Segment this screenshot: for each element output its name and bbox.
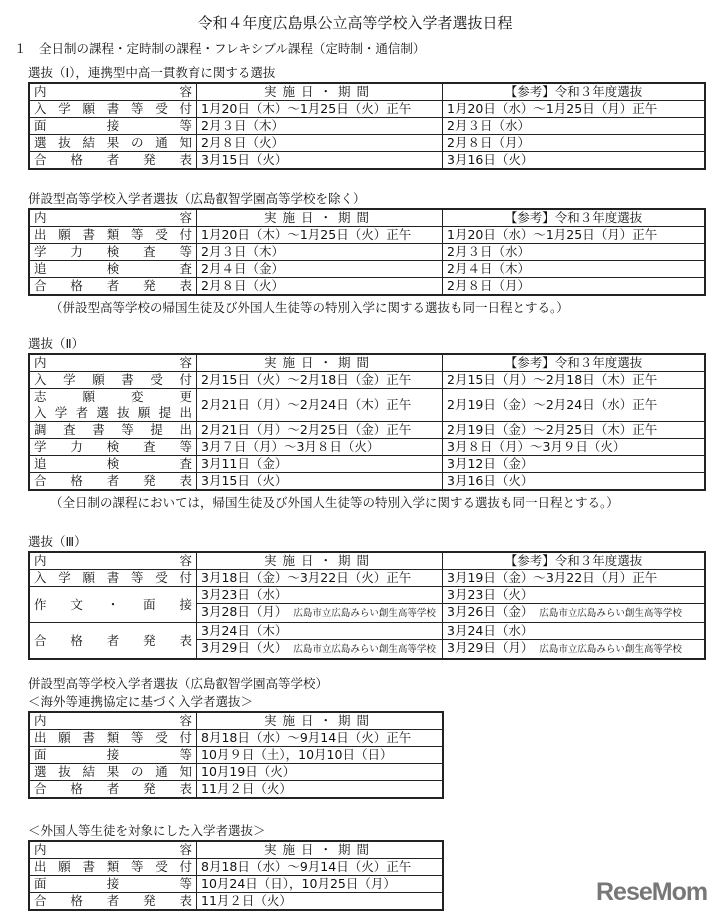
row-label xyxy=(29,101,197,118)
table-row xyxy=(29,261,705,278)
date-text: 2月３日（木） xyxy=(201,244,284,259)
current-date-cell xyxy=(197,278,443,296)
date-text: 3月15日（火） xyxy=(201,473,288,488)
date-text: 11月２日（火） xyxy=(201,781,292,796)
row-label xyxy=(29,781,197,799)
row-label-line: 合格者発表 xyxy=(34,632,192,648)
table-header-row xyxy=(29,354,705,372)
table-row xyxy=(29,278,705,296)
previous-year-date-cell xyxy=(443,135,706,152)
previous-year-date-cell xyxy=(443,456,706,473)
row-label-line: 選抜結果の通知 xyxy=(34,764,192,779)
row-label xyxy=(29,456,197,473)
schedule-section-4 xyxy=(28,533,706,660)
date-text: 2月21日（月）～2月24日（木）正午 xyxy=(201,397,412,412)
row-label xyxy=(29,261,197,278)
previous-year-date-cell xyxy=(443,118,706,135)
date-text: 3月24日（木） xyxy=(201,623,288,638)
date-text: 3月24日（水） xyxy=(447,623,534,638)
schedule-table xyxy=(28,840,444,911)
previous-year-date-cell xyxy=(443,372,706,389)
table-row xyxy=(29,227,705,244)
column-header: 実施日・期間 xyxy=(197,354,443,372)
current-date-cell xyxy=(197,473,443,491)
current-date-cell xyxy=(197,859,444,876)
row-label xyxy=(29,764,197,781)
schedule-section-2 xyxy=(28,190,706,316)
column-header: 【参考】令和３年度選抜 xyxy=(443,83,706,101)
date-text: 1月20日（木）～1月25日（火）正午 xyxy=(201,101,412,116)
date-text: 3月26日（金） xyxy=(447,604,534,619)
table-header-row xyxy=(29,83,705,101)
table-row xyxy=(29,422,705,439)
column-header: 内 容 xyxy=(29,552,197,570)
current-date-cell xyxy=(197,227,443,244)
previous-year-date-cell xyxy=(443,604,706,623)
date-text: 10月９日（土），10月10日（日） xyxy=(201,747,393,762)
row-label xyxy=(29,587,197,623)
schedule-table xyxy=(28,208,706,296)
table-row xyxy=(29,439,705,456)
previous-year-date-cell xyxy=(443,152,706,170)
column-header: 実施日・期間 xyxy=(197,841,444,859)
column-header: 内 容 xyxy=(29,712,197,730)
date-text: 3月18日（金）～3月22日（火）正午 xyxy=(201,570,412,585)
column-header: 【参考】令和３年度選抜 xyxy=(443,354,706,372)
table-row xyxy=(29,764,443,781)
date-text: 2月15日（火）～2月18日（金）正午 xyxy=(201,372,412,387)
table-row xyxy=(29,859,443,876)
row-label xyxy=(29,730,197,747)
current-date-cell xyxy=(197,101,443,118)
row-label-line: 合格者発表 xyxy=(34,278,192,293)
table-row xyxy=(29,101,705,118)
table-caption: 選抜（Ⅱ） xyxy=(28,336,85,351)
table-row xyxy=(29,876,443,893)
table-subcaption: ＜外国人等生徒を対象にした入学者選抜＞ xyxy=(28,823,266,838)
schedule-table xyxy=(28,711,444,799)
date-text: 2月３日（水） xyxy=(447,244,530,259)
current-date-cell xyxy=(197,640,443,660)
date-text: 8月18日（水）～9月14日（火）正午 xyxy=(201,859,412,874)
column-header: 実施日・期間 xyxy=(197,209,443,227)
row-label xyxy=(29,473,197,491)
current-date-cell xyxy=(197,135,443,152)
page-title: 令和４年度広島県公立高等学校入学者選抜日程 xyxy=(197,14,513,32)
date-text: 11月２日（火） xyxy=(201,893,292,908)
table-header-row xyxy=(29,209,705,227)
row-label-line: 合格者発表 xyxy=(34,781,192,796)
previous-year-date-cell xyxy=(443,227,706,244)
date-text: 3月16日（火） xyxy=(447,473,534,488)
date-text: 10月24日（日），10月25日（月） xyxy=(201,876,396,891)
date-text: 1月20日（水）～1月25日（月）正午 xyxy=(447,227,658,242)
row-label-line: 面接等 xyxy=(34,118,192,133)
table-row xyxy=(29,389,705,422)
previous-year-date-cell xyxy=(443,389,706,422)
current-date-cell xyxy=(197,781,444,799)
row-label-line: 入学願書受付 xyxy=(34,372,192,387)
row-label xyxy=(29,439,197,456)
section-heading: １ 全日制の課程・定時制の課程・フレキシブル課程（定時制・通信制） xyxy=(14,41,426,56)
date-text: 1月20日（水）～1月25日（月）正午 xyxy=(447,101,658,116)
row-label xyxy=(29,893,197,911)
table-header-row xyxy=(29,552,705,570)
table-row xyxy=(29,570,705,587)
row-label-line: 作文・面接 xyxy=(34,596,192,612)
table-caption: 併設型高等学校入学者選抜（広島叡智学園高等学校） xyxy=(28,676,329,691)
column-header: 実施日・期間 xyxy=(197,83,443,101)
school-name: 広島市立広島みらい創生高等学校 xyxy=(539,644,682,655)
table-row xyxy=(29,244,705,261)
previous-year-date-cell xyxy=(443,640,706,660)
date-text: 2月４日（木） xyxy=(447,261,530,276)
row-label xyxy=(29,278,197,296)
table-row xyxy=(29,456,705,473)
row-label xyxy=(29,623,197,660)
date-text: 3月23日（水） xyxy=(201,587,288,602)
previous-year-date-cell xyxy=(443,623,706,640)
current-date-cell xyxy=(197,587,443,604)
date-text: 2月15日（月）～2月18日（木）正午 xyxy=(447,372,658,387)
row-label-line: 調査書等提出 xyxy=(34,422,192,437)
column-header: 内 容 xyxy=(29,209,197,227)
table-row xyxy=(29,587,705,604)
current-date-cell xyxy=(197,623,443,640)
row-label xyxy=(29,389,197,422)
current-date-cell xyxy=(197,261,443,278)
row-label-line: 入学願書等受付 xyxy=(34,570,192,585)
row-label-line: 志願変更 xyxy=(34,389,192,404)
date-text: 3月16日（火） xyxy=(447,152,534,167)
column-header: 内 容 xyxy=(29,354,197,372)
date-text: 2月８日（月） xyxy=(447,135,530,150)
row-label-line: 出願書類等受付 xyxy=(34,859,192,874)
column-header: 内 容 xyxy=(29,83,197,101)
school-name: 広島市立広島みらい創生高等学校 xyxy=(293,644,436,655)
table-subcaption: ＜海外等連携協定に基づく入学者選抜＞ xyxy=(28,694,254,709)
row-label-line: 出願書類等受付 xyxy=(34,730,192,745)
schedule-table xyxy=(28,353,706,491)
date-text: 3月23日（火） xyxy=(447,587,534,602)
date-text: 8月18日（水）～9月14日（火）正午 xyxy=(201,730,412,745)
date-text: 3月11日（金） xyxy=(201,456,288,471)
table-caption: 併設型高等学校入学者選抜（広島叡智学園高等学校を除く） xyxy=(28,191,366,206)
table-row xyxy=(29,372,705,389)
row-label xyxy=(29,152,197,170)
current-date-cell xyxy=(197,764,444,781)
current-date-cell xyxy=(197,152,443,170)
table-header-row xyxy=(29,712,443,730)
date-text: 3月８日（月）～3月９日（火） xyxy=(447,439,626,454)
schedule-section-1 xyxy=(28,64,706,170)
row-label xyxy=(29,570,197,587)
date-text: 3月15日（火） xyxy=(201,152,288,167)
row-label xyxy=(29,227,197,244)
row-label-line: 入学願書等受付 xyxy=(34,101,192,116)
schedule-section-5 xyxy=(28,675,444,799)
table-row xyxy=(29,152,705,170)
schedule-section-3 xyxy=(28,335,706,511)
row-label-line: 入学者選抜願提出 xyxy=(34,405,192,420)
column-header: 【参考】令和３年度選抜 xyxy=(443,209,706,227)
previous-year-date-cell xyxy=(443,587,706,604)
date-text: 3月12日（金） xyxy=(447,456,534,471)
date-text: 10月19日（火） xyxy=(201,764,296,779)
row-label-line: 追検査 xyxy=(34,261,192,276)
table-note: （全日制の課程においては，帰国生徒及び外国人生徒等の特別入学に関する選抜も同一日程とする。） xyxy=(50,495,619,510)
date-text: 2月19日（金）～2月24日（水）正午 xyxy=(447,397,658,412)
resemom-logo: ReseMom xyxy=(596,878,708,906)
table-caption: 選抜（Ⅲ） xyxy=(28,534,87,549)
previous-year-date-cell xyxy=(443,244,706,261)
column-header: 実施日・期間 xyxy=(197,712,444,730)
current-date-cell xyxy=(197,389,443,422)
current-date-cell xyxy=(197,876,444,893)
current-date-cell xyxy=(197,118,443,135)
table-row xyxy=(29,135,705,152)
current-date-cell xyxy=(197,570,443,587)
date-text: 2月８日（火） xyxy=(201,135,284,150)
previous-year-date-cell xyxy=(443,473,706,491)
row-label xyxy=(29,118,197,135)
row-label xyxy=(29,747,197,764)
date-text: 3月28日（月） xyxy=(201,604,288,619)
school-name: 広島市立広島みらい創生高等学校 xyxy=(539,608,682,619)
date-text: 2月21日（月）～2月25日（金）正午 xyxy=(201,422,412,437)
row-label-line: 学力検査等 xyxy=(34,244,192,259)
schedule-table xyxy=(28,551,706,660)
column-header: 【参考】令和３年度選抜 xyxy=(443,552,706,570)
previous-year-date-cell xyxy=(443,422,706,439)
current-date-cell xyxy=(197,422,443,439)
row-label xyxy=(29,372,197,389)
date-text: 2月４日（金） xyxy=(201,261,284,276)
current-date-cell xyxy=(197,456,443,473)
current-date-cell xyxy=(197,730,444,747)
current-date-cell xyxy=(197,439,443,456)
date-text: 2月８日（火） xyxy=(201,278,284,293)
previous-year-date-cell xyxy=(443,439,706,456)
date-text: 3月７日（月）～3月８日（火） xyxy=(201,439,380,454)
row-label xyxy=(29,244,197,261)
schedule-section-6 xyxy=(28,822,444,911)
date-text: 2月８日（月） xyxy=(447,278,530,293)
date-text: 3月29日（火） xyxy=(201,640,288,655)
date-text: 2月３日（木） xyxy=(201,118,284,133)
date-text: 3月19日（金）～3月22日（月）正午 xyxy=(447,570,658,585)
table-row xyxy=(29,747,443,764)
row-label xyxy=(29,135,197,152)
row-label xyxy=(29,422,197,439)
table-header-row xyxy=(29,841,443,859)
current-date-cell xyxy=(197,372,443,389)
column-header: 内 容 xyxy=(29,841,197,859)
table-row xyxy=(29,781,443,799)
current-date-cell xyxy=(197,604,443,623)
row-label-line: 追検査 xyxy=(34,456,192,471)
table-row xyxy=(29,623,705,640)
current-date-cell xyxy=(197,747,444,764)
row-label-line: 合格者発表 xyxy=(34,893,192,908)
table-caption: 選抜（Ⅰ），連携型中高一貫教育に関する選抜 xyxy=(28,65,276,80)
row-label-line: 出願書類等受付 xyxy=(34,227,192,242)
current-date-cell xyxy=(197,893,444,911)
previous-year-date-cell xyxy=(443,570,706,587)
previous-year-date-cell xyxy=(443,261,706,278)
previous-year-date-cell xyxy=(443,101,706,118)
row-label-line: 合格者発表 xyxy=(34,473,192,488)
column-header: 実施日・期間 xyxy=(197,552,443,570)
row-label-line: 合格者発表 xyxy=(34,152,192,167)
table-row xyxy=(29,730,443,747)
row-label-line: 学力検査等 xyxy=(34,439,192,454)
current-date-cell xyxy=(197,244,443,261)
date-text: 2月３日（水） xyxy=(447,118,530,133)
row-label-line: 面接等 xyxy=(34,747,192,762)
schedule-table xyxy=(28,82,706,170)
table-row xyxy=(29,473,705,491)
date-text: 1月20日（木）～1月25日（火）正午 xyxy=(201,227,412,242)
table-note: （併設型高等学校の帰国生徒及び外国人生徒等の特別入学に関する選抜も同一日程とする。） xyxy=(50,300,569,315)
row-label xyxy=(29,876,197,893)
row-label xyxy=(29,859,197,876)
table-row xyxy=(29,118,705,135)
school-name: 広島市立広島みらい創生高等学校 xyxy=(293,608,436,619)
date-text: 2月19日（金）～2月25日（木）正午 xyxy=(447,422,658,437)
row-label-line: 選抜結果の通知 xyxy=(34,135,192,150)
previous-year-date-cell xyxy=(443,278,706,296)
table-row xyxy=(29,893,443,911)
date-text: 3月29日（月） xyxy=(447,640,534,655)
row-label-line: 面接等 xyxy=(34,876,192,891)
